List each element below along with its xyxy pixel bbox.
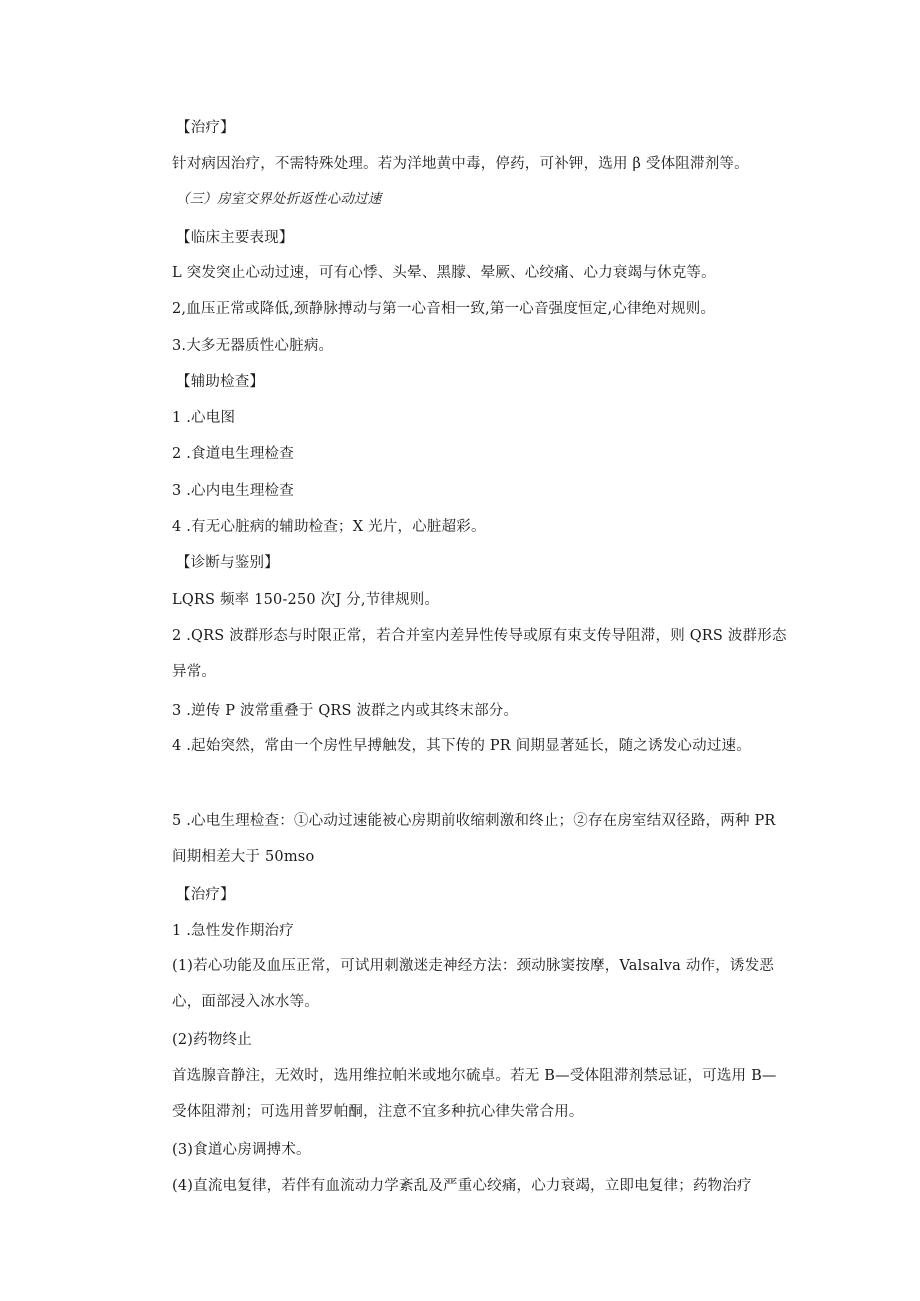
treat-item-1: 1 .急性发作期治疗 bbox=[172, 923, 294, 939]
diag-item-5: 5 .心电生理检查：①心动过速能被心房期前收缩刺激和终止；②存在房室结双径路，两种 PR 间期相差大于 50mso bbox=[172, 813, 776, 865]
diag-item-2: 2 .QRS 波群形态与时限正常，若合并室内差异性传导或原有束支传导阻滞，则 QRS 波群形态异常。 bbox=[172, 628, 787, 680]
treat-item-1-4: (4)直流电复律，若伴有血流动力学紊乱及严重心绞痛，心力衰竭，立即电复律；药物治疗 bbox=[172, 1178, 752, 1194]
heading-diag: 【诊断与鉴别】 bbox=[176, 555, 279, 571]
heading-aux: 【辅助检查】 bbox=[176, 374, 265, 390]
heading-treatment-2: 【治疗】 bbox=[176, 887, 235, 903]
clinical-item-1: L 突发突止心动过速，可有心悸、头晕、黑朦、晕厥、心绞痛、心力衰竭与休克等。 bbox=[172, 265, 716, 281]
aux-item-4: 4 .有无心脏病的辅助检查；X 光片，心脏超彩。 bbox=[172, 519, 486, 535]
treat-item-1-2: (2)药物终止 bbox=[172, 1032, 252, 1048]
diag-item-1: LQRS 频率 150-250 次J 分,节律规则。 bbox=[172, 592, 440, 608]
aux-item-1: 1 .心电图 bbox=[172, 410, 236, 426]
aux-item-2: 2 .食道电生理检查 bbox=[172, 446, 294, 462]
treat-drug-text: 首选腺音静注，无效时，选用维拉帕米或地尔硫卓。若无 B—受体阻滞剂禁忌证，可选用 B—受体阻滞剂；可选用普罗帕酮，注意不宜多种抗心律失常合用。 bbox=[172, 1068, 777, 1120]
aux-item-3: 3 .心内电生理检查 bbox=[172, 483, 294, 499]
diag-item-4: 4 .起始突然，常由一个房性早搏触发，其下传的 PR 间期显著延长，随之诱发心动过速。 bbox=[172, 738, 751, 754]
clinical-item-3: 3.大多无器质性心脏病。 bbox=[172, 338, 334, 354]
treatment-1-text: 针对病因治疗，不需特殊处理。若为洋地黄中毒，停药，可补钾，选用 β 受体阻滞剂等。 bbox=[172, 156, 749, 172]
heading-clinical: 【临床主要表现】 bbox=[176, 230, 294, 246]
clinical-item-2: 2,血压正常或降低,颈静脉搏动与第一心音相一致,第一心音强度恒定,心律绝对规则。 bbox=[172, 301, 716, 317]
heading-treatment-1: 【治疗】 bbox=[176, 120, 235, 136]
treat-item-1-3: (3)食道心房调搏术。 bbox=[172, 1142, 311, 1158]
treat-item-1-1: (1)若心功能及血压正常，可试用刺激迷走神经方法：颈动脉窦按摩，Valsalva 动作，诱发恶心，面部浸入冰水等。 bbox=[172, 958, 775, 1010]
section-title: （三）房室交界处折返性心动过速 bbox=[176, 191, 382, 207]
diag-item-3: 3 .逆传 P 波常重叠于 QRS 波群之内或其终末部分。 bbox=[172, 703, 519, 719]
